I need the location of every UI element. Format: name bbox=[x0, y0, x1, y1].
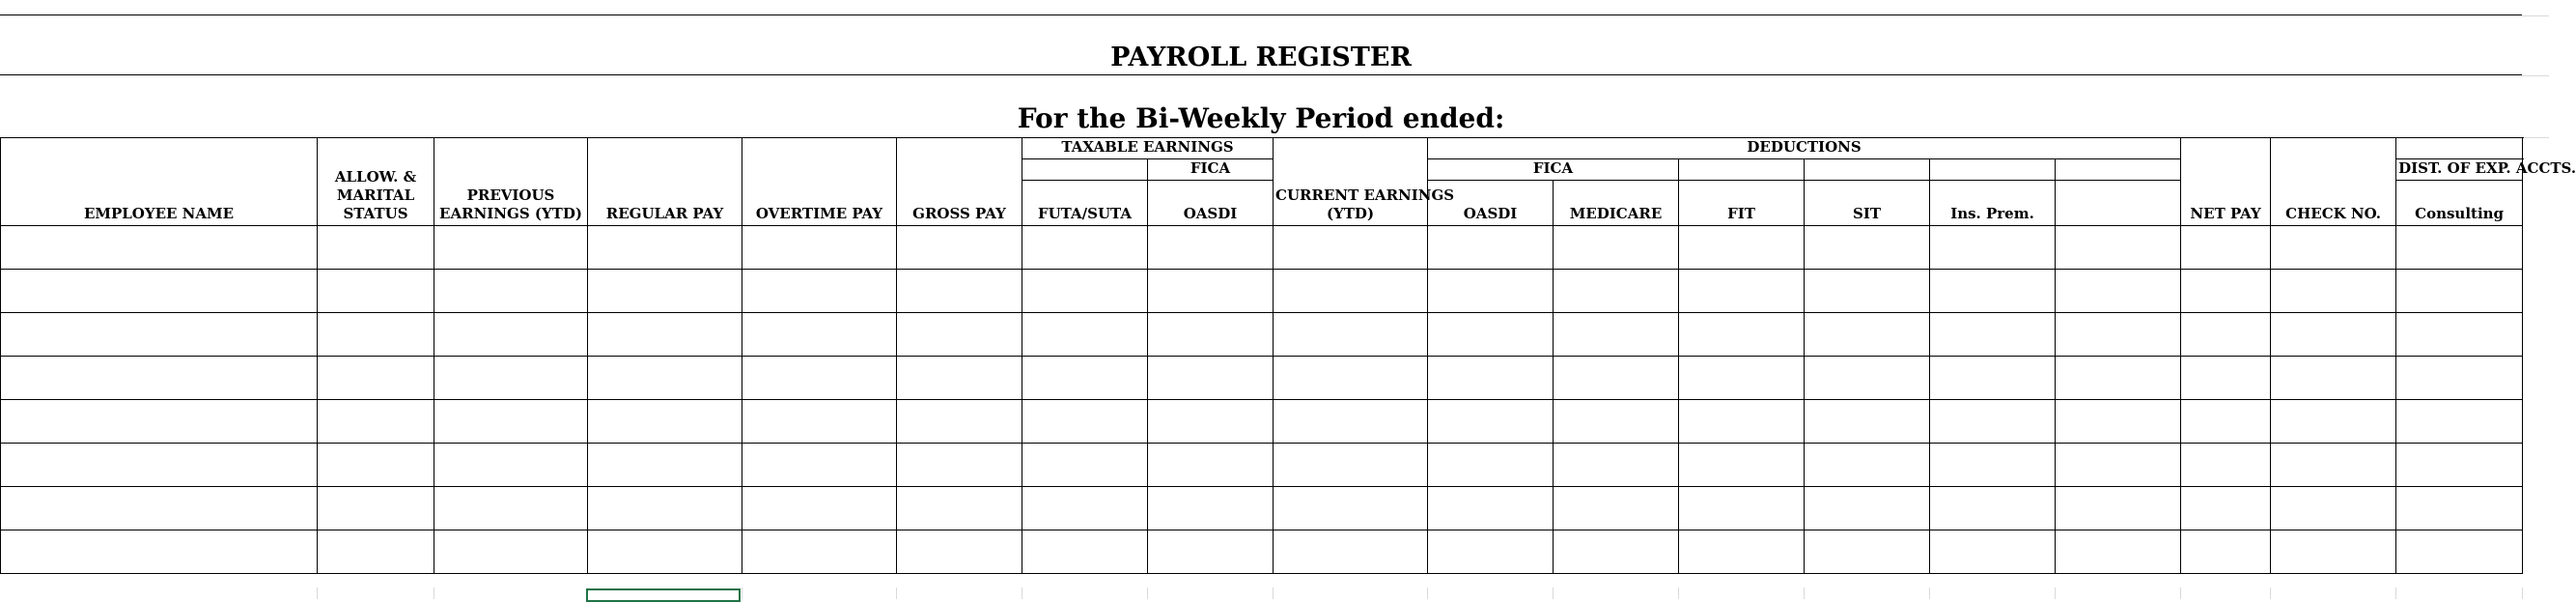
cell-fit[interactable] bbox=[1679, 357, 1805, 400]
cell-oasdi[interactable] bbox=[1428, 487, 1554, 530]
col-allowance-status[interactable] bbox=[318, 138, 434, 226]
cell-name[interactable] bbox=[1, 226, 318, 270]
cell-current[interactable] bbox=[1274, 313, 1428, 357]
col-consulting[interactable] bbox=[2396, 181, 2523, 226]
col-sit[interactable] bbox=[1805, 181, 1930, 226]
cell-previous[interactable] bbox=[434, 400, 588, 444]
cell-overtime[interactable] bbox=[742, 487, 897, 530]
group-deductions[interactable] bbox=[1428, 138, 2181, 159]
cell-taxable-oasdi[interactable] bbox=[1148, 270, 1274, 313]
group-taxable-earnings[interactable] bbox=[1022, 138, 1274, 159]
col-previous-earnings[interactable] bbox=[434, 138, 588, 226]
cell-check-no[interactable] bbox=[2271, 400, 2396, 444]
cell-net-pay[interactable] bbox=[2181, 226, 2271, 270]
col-sit-label: SIT bbox=[1853, 205, 1882, 222]
cell-taxable-oasdi[interactable] bbox=[1148, 444, 1274, 487]
cell-name[interactable] bbox=[1, 487, 318, 530]
selected-cell[interactable] bbox=[586, 588, 741, 602]
cell-check-no[interactable] bbox=[2271, 313, 2396, 357]
cell-gross[interactable] bbox=[897, 357, 1022, 400]
cell-sit[interactable] bbox=[1805, 226, 1930, 270]
cell-check-no[interactable] bbox=[2271, 270, 2396, 313]
current-line-2: (YTD) bbox=[1326, 205, 1375, 222]
cell-ins-prem[interactable] bbox=[1930, 357, 2056, 400]
table-row bbox=[1, 313, 2523, 357]
group-taxable-fica[interactable] bbox=[1148, 159, 1274, 181]
col-employee-name[interactable] bbox=[1, 138, 318, 226]
col-check-no[interactable] bbox=[2271, 138, 2396, 226]
cell-gross[interactable] bbox=[897, 530, 1022, 574]
cell-medicare[interactable] bbox=[1554, 400, 1679, 444]
cell-futa-suta[interactable] bbox=[1022, 530, 1148, 574]
cell-previous[interactable] bbox=[434, 444, 588, 487]
cell-oasdi[interactable] bbox=[1428, 530, 1554, 574]
cell-taxable-oasdi[interactable] bbox=[1148, 530, 1274, 574]
cell-taxable-oasdi[interactable] bbox=[1148, 487, 1274, 530]
col-current-earnings[interactable] bbox=[1274, 138, 1455, 226]
cell-consulting[interactable] bbox=[2396, 400, 2523, 444]
cell-current[interactable] bbox=[1274, 530, 1428, 574]
gridline-tick bbox=[1929, 588, 1930, 599]
col-check-no-label: CHECK NO. bbox=[2285, 205, 2382, 222]
col-regular-pay[interactable] bbox=[588, 138, 742, 226]
group-deductions-fica[interactable] bbox=[1428, 159, 1679, 181]
cell-ins-prem[interactable] bbox=[1930, 270, 2056, 313]
cell-ins-prem[interactable] bbox=[1930, 313, 2056, 357]
gridline bbox=[2522, 15, 2549, 16]
page-title: PAYROLL REGISTER bbox=[1110, 43, 1412, 72]
cell-regular[interactable] bbox=[588, 357, 742, 400]
cell-overtime[interactable] bbox=[742, 313, 897, 357]
cell-ins-prem[interactable] bbox=[1930, 444, 2056, 487]
gridline-tick bbox=[317, 588, 318, 599]
cell-medicare[interactable] bbox=[1554, 487, 1679, 530]
cell-oasdi[interactable] bbox=[1428, 270, 1554, 313]
previous-line-2: EARNINGS (YTD) bbox=[439, 205, 582, 222]
cell-status[interactable] bbox=[318, 530, 434, 574]
table-row bbox=[1, 487, 2523, 530]
cell-net-pay[interactable] bbox=[2181, 487, 2271, 530]
cell-gross[interactable] bbox=[897, 444, 1022, 487]
gridline-tick bbox=[1804, 588, 1805, 599]
cell-regular[interactable] bbox=[588, 270, 742, 313]
cell-fit[interactable] bbox=[1679, 270, 1805, 313]
cell-medicare[interactable] bbox=[1554, 313, 1679, 357]
cell-overtime[interactable] bbox=[742, 226, 897, 270]
cell-previous[interactable] bbox=[434, 357, 588, 400]
cell-current[interactable] bbox=[1274, 444, 1428, 487]
allowance-line-3: STATUS bbox=[343, 205, 408, 222]
cell-sit[interactable] bbox=[1805, 400, 1930, 444]
cell-medicare[interactable] bbox=[1554, 357, 1679, 400]
cell-status[interactable] bbox=[318, 270, 434, 313]
cell-futa-suta[interactable] bbox=[1022, 313, 1148, 357]
col-fit-label: FIT bbox=[1727, 205, 1755, 222]
cell-net-pay[interactable] bbox=[2181, 400, 2271, 444]
cell-oasdi[interactable] bbox=[1428, 357, 1554, 400]
cell-net-pay[interactable] bbox=[2181, 444, 2271, 487]
cell-extra[interactable] bbox=[2056, 400, 2181, 444]
col-medicare[interactable] bbox=[1554, 181, 1679, 226]
col-futa-suta[interactable] bbox=[1022, 181, 1148, 226]
col-overtime-pay-label: OVERTIME PAY bbox=[755, 205, 883, 222]
cell-regular[interactable] bbox=[588, 487, 742, 530]
cell-ins-prem[interactable] bbox=[1930, 487, 2056, 530]
allowance-line-1: ALLOW. & bbox=[334, 168, 417, 186]
gridline bbox=[2522, 75, 2549, 76]
cell-oasdi[interactable] bbox=[1428, 400, 1554, 444]
previous-line-1: PREVIOUS bbox=[466, 186, 555, 204]
cell-futa-suta[interactable] bbox=[1022, 357, 1148, 400]
cell-taxable-oasdi[interactable] bbox=[1148, 226, 1274, 270]
cell-fit[interactable] bbox=[1679, 444, 1805, 487]
cell-oasdi[interactable] bbox=[1428, 226, 1554, 270]
col-ins-prem-label: Ins. Prem. bbox=[1950, 205, 2034, 222]
gridline-tick bbox=[1273, 588, 1274, 599]
group-deductions-label: DEDUCTIONS bbox=[1747, 138, 1862, 156]
cell-name[interactable] bbox=[1, 270, 318, 313]
cell-extra[interactable] bbox=[2056, 357, 2181, 400]
cell-sit[interactable] bbox=[1805, 357, 1930, 400]
col-regular-pay-label: REGULAR PAY bbox=[605, 205, 724, 222]
col-deductions-extra[interactable] bbox=[2056, 181, 2181, 226]
payroll-register-table bbox=[0, 137, 2576, 574]
col-ins-prem[interactable] bbox=[1930, 181, 2056, 226]
top-rule bbox=[0, 14, 2522, 15]
gridline-tick bbox=[1427, 588, 1428, 599]
cell-status[interactable] bbox=[318, 400, 434, 444]
cell-futa-suta[interactable] bbox=[1022, 270, 1148, 313]
cell-extra[interactable] bbox=[2056, 270, 2181, 313]
cell-status[interactable] bbox=[318, 313, 434, 357]
cell-extra[interactable] bbox=[2056, 444, 2181, 487]
deductions-extra-spacer[interactable] bbox=[2056, 159, 2181, 181]
cell-fit[interactable] bbox=[1679, 226, 1805, 270]
gridline-tick bbox=[2270, 588, 2271, 599]
group-dist-exp-accts-label: DIST. OF EXP. ACCTS. bbox=[2398, 159, 2576, 177]
group-taxable-earnings-label: TAXABLE EARNINGS bbox=[1061, 138, 1234, 156]
cell-regular[interactable] bbox=[588, 400, 742, 444]
col-taxable-oasdi-label: OASDI bbox=[1183, 205, 1238, 222]
cell-check-no[interactable] bbox=[2271, 226, 2396, 270]
cell-check-no[interactable] bbox=[2271, 444, 2396, 487]
cell-extra[interactable] bbox=[2056, 487, 2181, 530]
table-row bbox=[1, 226, 2523, 270]
cell-ins-prem[interactable] bbox=[1930, 530, 2056, 574]
cell-overtime[interactable] bbox=[742, 400, 897, 444]
cell-sit[interactable] bbox=[1805, 270, 1930, 313]
cell-check-no[interactable] bbox=[2271, 487, 2396, 530]
cell-medicare[interactable] bbox=[1554, 270, 1679, 313]
cell-consulting[interactable] bbox=[2396, 530, 2523, 574]
cell-sit[interactable] bbox=[1805, 487, 1930, 530]
col-gross-pay-label: GROSS PAY bbox=[912, 205, 1006, 222]
cell-gross[interactable] bbox=[897, 487, 1022, 530]
cell-consulting[interactable] bbox=[2396, 444, 2523, 487]
cell-name[interactable] bbox=[1, 313, 318, 357]
cell-consulting[interactable] bbox=[2396, 313, 2523, 357]
col-net-pay-label: NET PAY bbox=[2190, 205, 2261, 222]
cell-name[interactable] bbox=[1, 400, 318, 444]
gridline-tick bbox=[2522, 588, 2523, 599]
cell-name[interactable] bbox=[1, 444, 318, 487]
cell-overtime[interactable] bbox=[742, 270, 897, 313]
cell-check-no[interactable] bbox=[2271, 530, 2396, 574]
cell-medicare[interactable] bbox=[1554, 226, 1679, 270]
cell-current[interactable] bbox=[1274, 357, 1428, 400]
cell-regular[interactable] bbox=[588, 530, 742, 574]
cell-consulting[interactable] bbox=[2396, 226, 2523, 270]
gridline-tick bbox=[896, 588, 897, 599]
cell-taxable-oasdi[interactable] bbox=[1148, 357, 1274, 400]
col-employee-name-label: EMPLOYEE NAME bbox=[83, 205, 235, 222]
table-row bbox=[1, 530, 2523, 574]
cell-name[interactable] bbox=[1, 530, 318, 574]
cell-previous[interactable] bbox=[434, 313, 588, 357]
cell-fit[interactable] bbox=[1679, 487, 1805, 530]
cell-net-pay[interactable] bbox=[2181, 313, 2271, 357]
cell-name[interactable] bbox=[1, 357, 318, 400]
col-taxable-oasdi[interactable] bbox=[1148, 181, 1274, 226]
cell-fit[interactable] bbox=[1679, 400, 1805, 444]
sit-spacer[interactable] bbox=[1805, 159, 1930, 181]
cell-fit[interactable] bbox=[1679, 313, 1805, 357]
group-dist-exp-accts[interactable] bbox=[2396, 159, 2576, 181]
cell-previous[interactable] bbox=[434, 530, 588, 574]
group-taxable-fica-label: FICA bbox=[1190, 159, 1231, 177]
col-gross-pay[interactable] bbox=[897, 138, 1022, 226]
col-medicare-label: MEDICARE bbox=[1569, 205, 1663, 222]
cell-futa-suta[interactable] bbox=[1022, 400, 1148, 444]
col-overtime-pay[interactable] bbox=[742, 138, 897, 226]
gridline-tick bbox=[1678, 588, 1679, 599]
fit-spacer[interactable] bbox=[1679, 159, 1805, 181]
ins-prem-spacer[interactable] bbox=[1930, 159, 2056, 181]
cell-overtime[interactable] bbox=[742, 530, 897, 574]
allowance-line-2: MARITAL bbox=[336, 186, 415, 204]
col-deductions-oasdi-label: OASDI bbox=[1463, 205, 1518, 222]
cell-extra[interactable] bbox=[2056, 226, 2181, 270]
cell-futa-suta[interactable] bbox=[1022, 487, 1148, 530]
cell-ins-prem[interactable] bbox=[1930, 400, 2056, 444]
cell-previous[interactable] bbox=[434, 270, 588, 313]
cell-status[interactable] bbox=[318, 226, 434, 270]
cell-previous[interactable] bbox=[434, 487, 588, 530]
cell-net-pay[interactable] bbox=[2181, 357, 2271, 400]
table-row bbox=[1, 444, 2523, 487]
cell-current[interactable] bbox=[1274, 487, 1428, 530]
cell-sit[interactable] bbox=[1805, 313, 1930, 357]
cell-status[interactable] bbox=[318, 357, 434, 400]
cell-extra[interactable] bbox=[2056, 313, 2181, 357]
current-line-1: CURRENT EARNINGS bbox=[1275, 186, 1455, 204]
period-subtitle: For the Bi-Weekly Period ended: bbox=[1017, 102, 1505, 134]
cell-sit[interactable] bbox=[1805, 530, 1930, 574]
cell-futa-suta[interactable] bbox=[1022, 226, 1148, 270]
cell-taxable-oasdi[interactable] bbox=[1148, 400, 1274, 444]
cell-check-no[interactable] bbox=[2271, 357, 2396, 400]
cell-regular[interactable] bbox=[588, 313, 742, 357]
cell-current[interactable] bbox=[1274, 400, 1428, 444]
cell-extra[interactable] bbox=[2056, 530, 2181, 574]
cell-gross[interactable] bbox=[897, 226, 1022, 270]
cell-consulting[interactable] bbox=[2396, 357, 2523, 400]
cell-gross[interactable] bbox=[897, 313, 1022, 357]
gridline-tick bbox=[2180, 588, 2181, 599]
table-row bbox=[1, 357, 2523, 400]
cell-overtime[interactable] bbox=[742, 357, 897, 400]
cell-previous[interactable] bbox=[434, 226, 588, 270]
gridline-tick bbox=[2395, 588, 2396, 599]
cell-status[interactable] bbox=[318, 444, 434, 487]
cell-sit[interactable] bbox=[1805, 444, 1930, 487]
cell-net-pay[interactable] bbox=[2181, 270, 2271, 313]
cell-medicare[interactable] bbox=[1554, 444, 1679, 487]
cell-consulting[interactable] bbox=[2396, 487, 2523, 530]
title-rule bbox=[0, 74, 2522, 75]
cell-ins-prem[interactable] bbox=[1930, 226, 2056, 270]
gridline bbox=[2522, 137, 2549, 138]
cell-regular[interactable] bbox=[588, 444, 742, 487]
cell-gross[interactable] bbox=[897, 400, 1022, 444]
cell-medicare[interactable] bbox=[1554, 530, 1679, 574]
cell-futa-suta[interactable] bbox=[1022, 444, 1148, 487]
cell-oasdi[interactable] bbox=[1428, 313, 1554, 357]
gridline-tick bbox=[2055, 588, 2056, 599]
col-fit[interactable] bbox=[1679, 181, 1805, 226]
table-row bbox=[1, 270, 2523, 313]
gridline-row bbox=[0, 588, 2522, 599]
col-net-pay[interactable] bbox=[2181, 138, 2271, 226]
cell-fit[interactable] bbox=[1679, 530, 1805, 574]
cell-current[interactable] bbox=[1274, 270, 1428, 313]
col-consulting-label: Consulting bbox=[2415, 205, 2505, 222]
cell-taxable-oasdi[interactable] bbox=[1148, 313, 1274, 357]
group-deductions-fica-label: FICA bbox=[1532, 159, 1574, 177]
cell-net-pay[interactable] bbox=[2181, 530, 2271, 574]
cell-status[interactable] bbox=[318, 487, 434, 530]
taxable-spacer[interactable] bbox=[1022, 159, 1148, 181]
table-row bbox=[1, 400, 2523, 444]
gridline-tick bbox=[1147, 588, 1148, 599]
cell-oasdi[interactable] bbox=[1428, 444, 1554, 487]
cell-consulting[interactable] bbox=[2396, 270, 2523, 313]
group-spacer-top[interactable] bbox=[2396, 138, 2523, 159]
cell-current[interactable] bbox=[1274, 226, 1428, 270]
gridline-tick bbox=[1553, 588, 1554, 599]
cell-regular[interactable] bbox=[588, 226, 742, 270]
register-body bbox=[1, 226, 2523, 574]
col-futa-suta-label: FUTA/SUTA bbox=[1037, 205, 1133, 222]
cell-gross[interactable] bbox=[897, 270, 1022, 313]
cell-overtime[interactable] bbox=[742, 444, 897, 487]
